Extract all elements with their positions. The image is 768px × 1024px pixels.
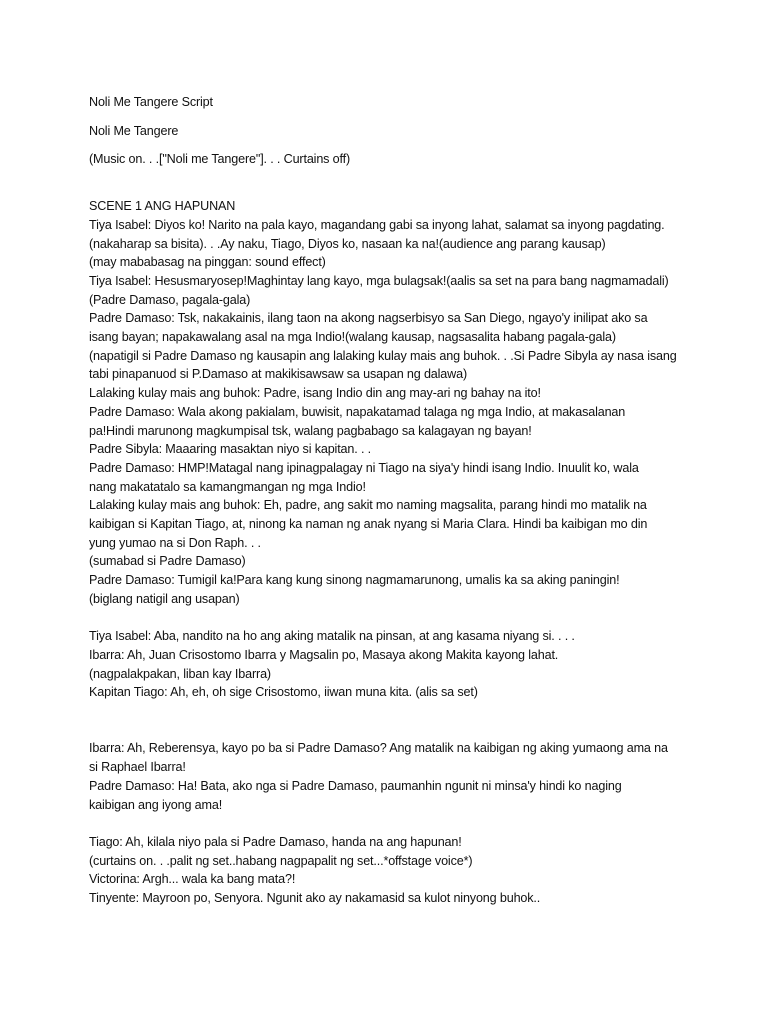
script-page <box>89 93 719 908</box>
script-line: Lalaking kulay mais ang buhok: Padre, isang Indio din ang may-ari ng bahay na ito! <box>89 386 541 401</box>
document-subtitle: Noli Me Tangere <box>89 123 179 138</box>
script-line: isang bayan; napakawalang asal na mga Indio!(walang kausap, nagsasalita habang pagala-gala) <box>89 330 616 345</box>
script-line: tabi pinapanuod si P.Damaso at makikisawsaw sa usapan ng dalawa) <box>89 367 468 382</box>
script-line: Ibarra: Ah, Reberensya, kayo po ba si Padre Damaso? Ang matalik na kaibigan ng aking yumaong ama na <box>89 741 668 756</box>
scene-block-2 <box>89 627 719 702</box>
script-line: nang makatatalo sa kamangmangan ng mga Indio! <box>89 479 366 494</box>
script-line: Ibarra: Ah, Juan Crisostomo Ibarra y Magsalin po, Masaya akong Makita kayong lahat. <box>89 647 559 662</box>
script-line: Tiago: Ah, kilala niyo pala si Padre Damaso, handa na ang hapunan! <box>89 834 462 849</box>
script-line: Padre Sibyla: Maaaring masaktan niyo si kapitan. . . <box>89 442 372 457</box>
script-line: (curtains on. . .palit ng set..habang nagpapalit ng set...*offstage voice*) <box>89 853 473 868</box>
script-line: Tiya Isabel: Hesusmaryosep!Maghintay lang kayo, mga bulagsak!(aalis sa set na para bang nagmamadali) <box>89 273 669 288</box>
script-line: Tiya Isabel: Diyos ko! Narito na pala kayo, magandang gabi sa inyong lahat, salamat sa inyong pagdating. <box>89 217 665 232</box>
scene-block-4 <box>89 833 719 908</box>
script-line: (biglang natigil ang usapan) <box>89 591 240 606</box>
script-line: Padre Damaso: Wala akong pakialam, buwisit, napakatamad talaga ng mga Indio, at makasalanan <box>89 404 626 419</box>
script-line: (sumabad si Padre Damaso) <box>89 554 246 569</box>
blank-line <box>89 609 719 628</box>
script-line: yung yumao na si Don Raph. . . <box>89 535 261 550</box>
script-line: Padre Damaso: HMP!Matagal nang ipinagpalagay ni Tiago na siya'y hindi isang Indio. Inuulit ko, wala <box>89 460 639 475</box>
scene-heading: SCENE 1 ANG HAPUNAN <box>89 199 236 214</box>
script-line: Kapitan Tiago: Ah, eh, oh sige Crisostomo, iiwan muna kita. (alis sa set) <box>89 685 478 700</box>
script-line: si Raphael Ibarra! <box>89 760 186 775</box>
script-line: (nakaharap sa bisita). . .Ay naku, Tiago, Diyos ko, nasaan ka na!(audience ang parang kausap) <box>89 236 606 251</box>
intro-stage-direction: (Music on. . .["Noli me Tangere"]. . . Curtains off) <box>89 152 351 167</box>
script-line: kaibigan ang iyong ama! <box>89 797 223 812</box>
script-line: Padre Damaso: Ha! Bata, ako nga si Padre Damaso, paumanhin ngunit ni minsa'y hindi ko naging <box>89 778 622 793</box>
script-line: (may mababasag na pinggan: sound effect) <box>89 255 326 270</box>
scene-block-3 <box>89 739 719 814</box>
blank-line <box>89 702 719 721</box>
script-line: Padre Damaso: Tsk, nakakainis, ilang taon na akong nagserbisyo sa San Diego, ngayo'y inilipat ako sa <box>89 311 648 326</box>
script-line: Victorina: Argh... wala ka bang mata?! <box>89 872 296 887</box>
script-line: (napatigil si Padre Damaso ng kausapin ang lalaking kulay mais ang buhok. . .Si Padre Sibyla ay nasa isang <box>89 348 677 363</box>
script-line: Padre Damaso: Tumigil ka!Para kang kung sinong nagmamarunong, umalis ka sa aking paningin! <box>89 573 620 588</box>
script-line: kaibigan si Kapitan Tiago, at, ninong ka naman ng anak nyang si Maria Clara. Hindi ba kaibigan mo din <box>89 517 648 532</box>
scene-block-1 <box>89 216 719 609</box>
script-line: Tiya Isabel: Aba, nandito na ho ang aking matalik na pinsan, at ang kasama niyang si. . . . <box>89 629 575 644</box>
script-line: Lalaking kulay mais ang buhok: Eh, padre, ang sakit mo naming magsalita, parang hindi mo matalik na <box>89 498 647 513</box>
script-line: (nagpalakpakan, liban kay Ibarra) <box>89 666 271 681</box>
script-line: (Padre Damaso, pagala-gala) <box>89 292 251 307</box>
blank-line <box>89 814 719 833</box>
script-line: pa!Hindi marunong magkumpisal tsk, walang pagbabago sa kalagayan ng bayan! <box>89 423 532 438</box>
document-title: Noli Me Tangere Script <box>89 95 213 109</box>
script-line: Tinyente: Mayroon po, Senyora. Ngunit ako ay nakamasid sa kulot ninyong buhok.. <box>89 891 541 906</box>
blank-line <box>89 721 719 740</box>
